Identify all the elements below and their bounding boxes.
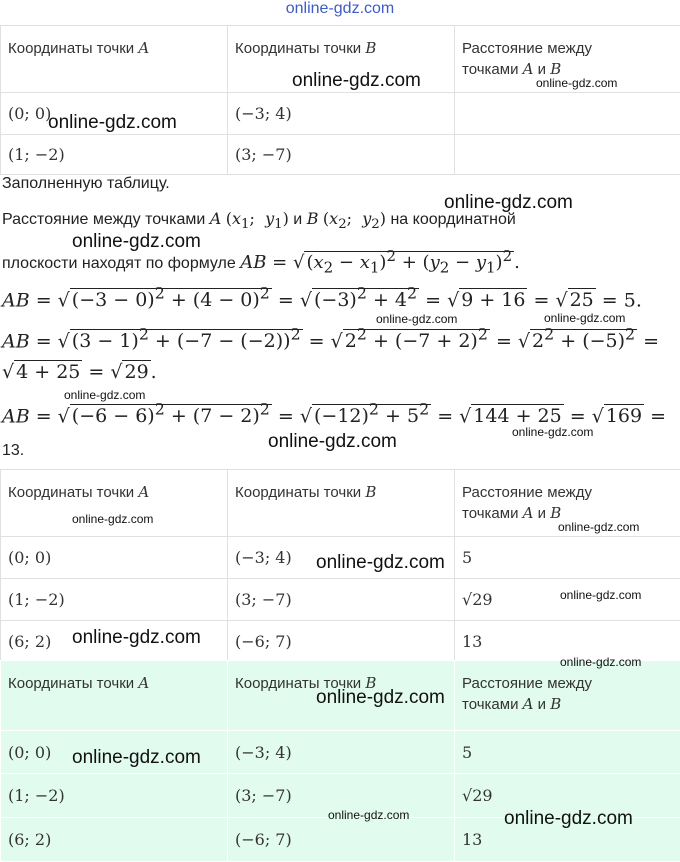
watermark: online-gdz.com <box>64 388 145 402</box>
cell-b: (−6; 7) <box>228 818 455 862</box>
watermark: online-gdz.com <box>72 747 201 769</box>
col-header-b: Координаты точки B <box>228 470 455 537</box>
watermark: online-gdz.com <box>72 231 201 253</box>
watermark: online-gdz.com <box>328 808 409 822</box>
watermark: online-gdz.com <box>504 808 633 830</box>
watermark: online-gdz.com <box>72 512 153 526</box>
watermark: online-gdz.com <box>558 520 639 534</box>
formula-intro: Расстояние между точками A ($x_1$; $y_1$) и B ($x_2$; $y_2$) на координатной <box>2 209 516 232</box>
cell-distance: 13 <box>455 621 680 662</box>
calculation-1: AB = √ $(-3 - 0)^2 + (4 - 0)^2$ = √ $(-3)^2 + 4^2$ = √ 9 + 16 = √ 25 = 5. <box>2 284 642 311</box>
col-header-b: Координаты точки B <box>228 26 455 93</box>
cell-b: (−3; 4) <box>228 731 455 774</box>
cell-a: (6; 2) <box>1 621 228 662</box>
table-row <box>1 135 680 175</box>
cell-distance: √29 <box>455 579 680 621</box>
col-header-distance: Расстояние между точками A и B <box>455 470 680 537</box>
cell-a: (0; 0) <box>1 537 228 579</box>
cell-b: (−6; 7) <box>228 621 455 662</box>
cell-a: (1; −2) <box>1 579 228 621</box>
cell-a: (6; 2) <box>1 818 228 862</box>
calculation-3-line-1: AB = √ $(-6 - 6)^2 + (7 - 2)^2$ = √ $(-12)^2 + 5^2$ = √ 144 + 25 = √ 169 = <box>2 400 666 427</box>
watermark: online-gdz.com <box>512 425 593 439</box>
cell-distance <box>455 135 680 175</box>
cell-distance: √29 <box>455 774 680 818</box>
calculation-3-line-2: 13. <box>2 442 24 460</box>
filled-table-caption: Заполненную таблицу. <box>2 175 170 193</box>
cell-a: (1; −2) <box>1 774 228 818</box>
col-header-distance: Расстояние между точками A и B <box>455 26 680 93</box>
cell-distance <box>455 93 680 135</box>
calculation-2-line-1: AB = √ $(3 - 1)^2 + (-7 - (-2))^2$ = √ $2^2 + (-7 + 2)^2$ = √ $2^2 + (-5)^2$ = <box>2 325 659 352</box>
formula-line: плоскости находят по формуле AB = √ $(x_2 - x_1)^2 + (y_2 - y_1)^2$ . <box>2 247 520 277</box>
watermark: online-gdz.com <box>292 70 421 92</box>
watermark: online-gdz.com <box>560 655 641 669</box>
col-header-distance: Расстояние между точками A и B <box>455 661 680 731</box>
cell-a: (0; 0) <box>1 93 228 135</box>
watermark: online-gdz.com <box>560 588 641 602</box>
col-header-a: Координаты точки A <box>1 26 228 93</box>
cell-b: (3; −7) <box>228 774 455 818</box>
cell-b: (−3; 4) <box>228 537 455 579</box>
coordinates-table-empty <box>0 25 680 175</box>
col-header-b: Координаты точки B <box>228 661 455 731</box>
cell-b: (3; −7) <box>228 135 455 175</box>
watermark: online-gdz.com <box>376 312 457 326</box>
cell-a: (1; −2) <box>1 135 228 175</box>
watermark: online-gdz.com <box>268 431 397 453</box>
col-header-a: Координаты точки A <box>1 470 228 537</box>
watermark: online-gdz.com <box>316 552 445 574</box>
cell-distance: 13 <box>455 818 680 862</box>
watermark: online-gdz.com <box>544 311 625 325</box>
cell-b: (3; −7) <box>228 579 455 621</box>
cell-distance: 5 <box>455 537 680 579</box>
col-header-a: Координаты точки A <box>1 661 228 731</box>
site-header-watermark[interactable] <box>0 0 680 18</box>
watermark: online-gdz.com <box>444 192 573 214</box>
site-header-text: online-gdz.com <box>286 0 395 17</box>
cell-distance: 5 <box>455 731 680 774</box>
watermark: online-gdz.com <box>536 76 617 90</box>
watermark: online-gdz.com <box>72 627 201 649</box>
watermark: online-gdz.com <box>48 112 177 134</box>
watermark: online-gdz.com <box>316 687 445 709</box>
calculation-2-line-2: √ 4 + 25 = √ 29 . <box>2 361 157 383</box>
cell-b: (−3; 4) <box>228 93 455 135</box>
cell-a: (0; 0) <box>1 731 228 774</box>
